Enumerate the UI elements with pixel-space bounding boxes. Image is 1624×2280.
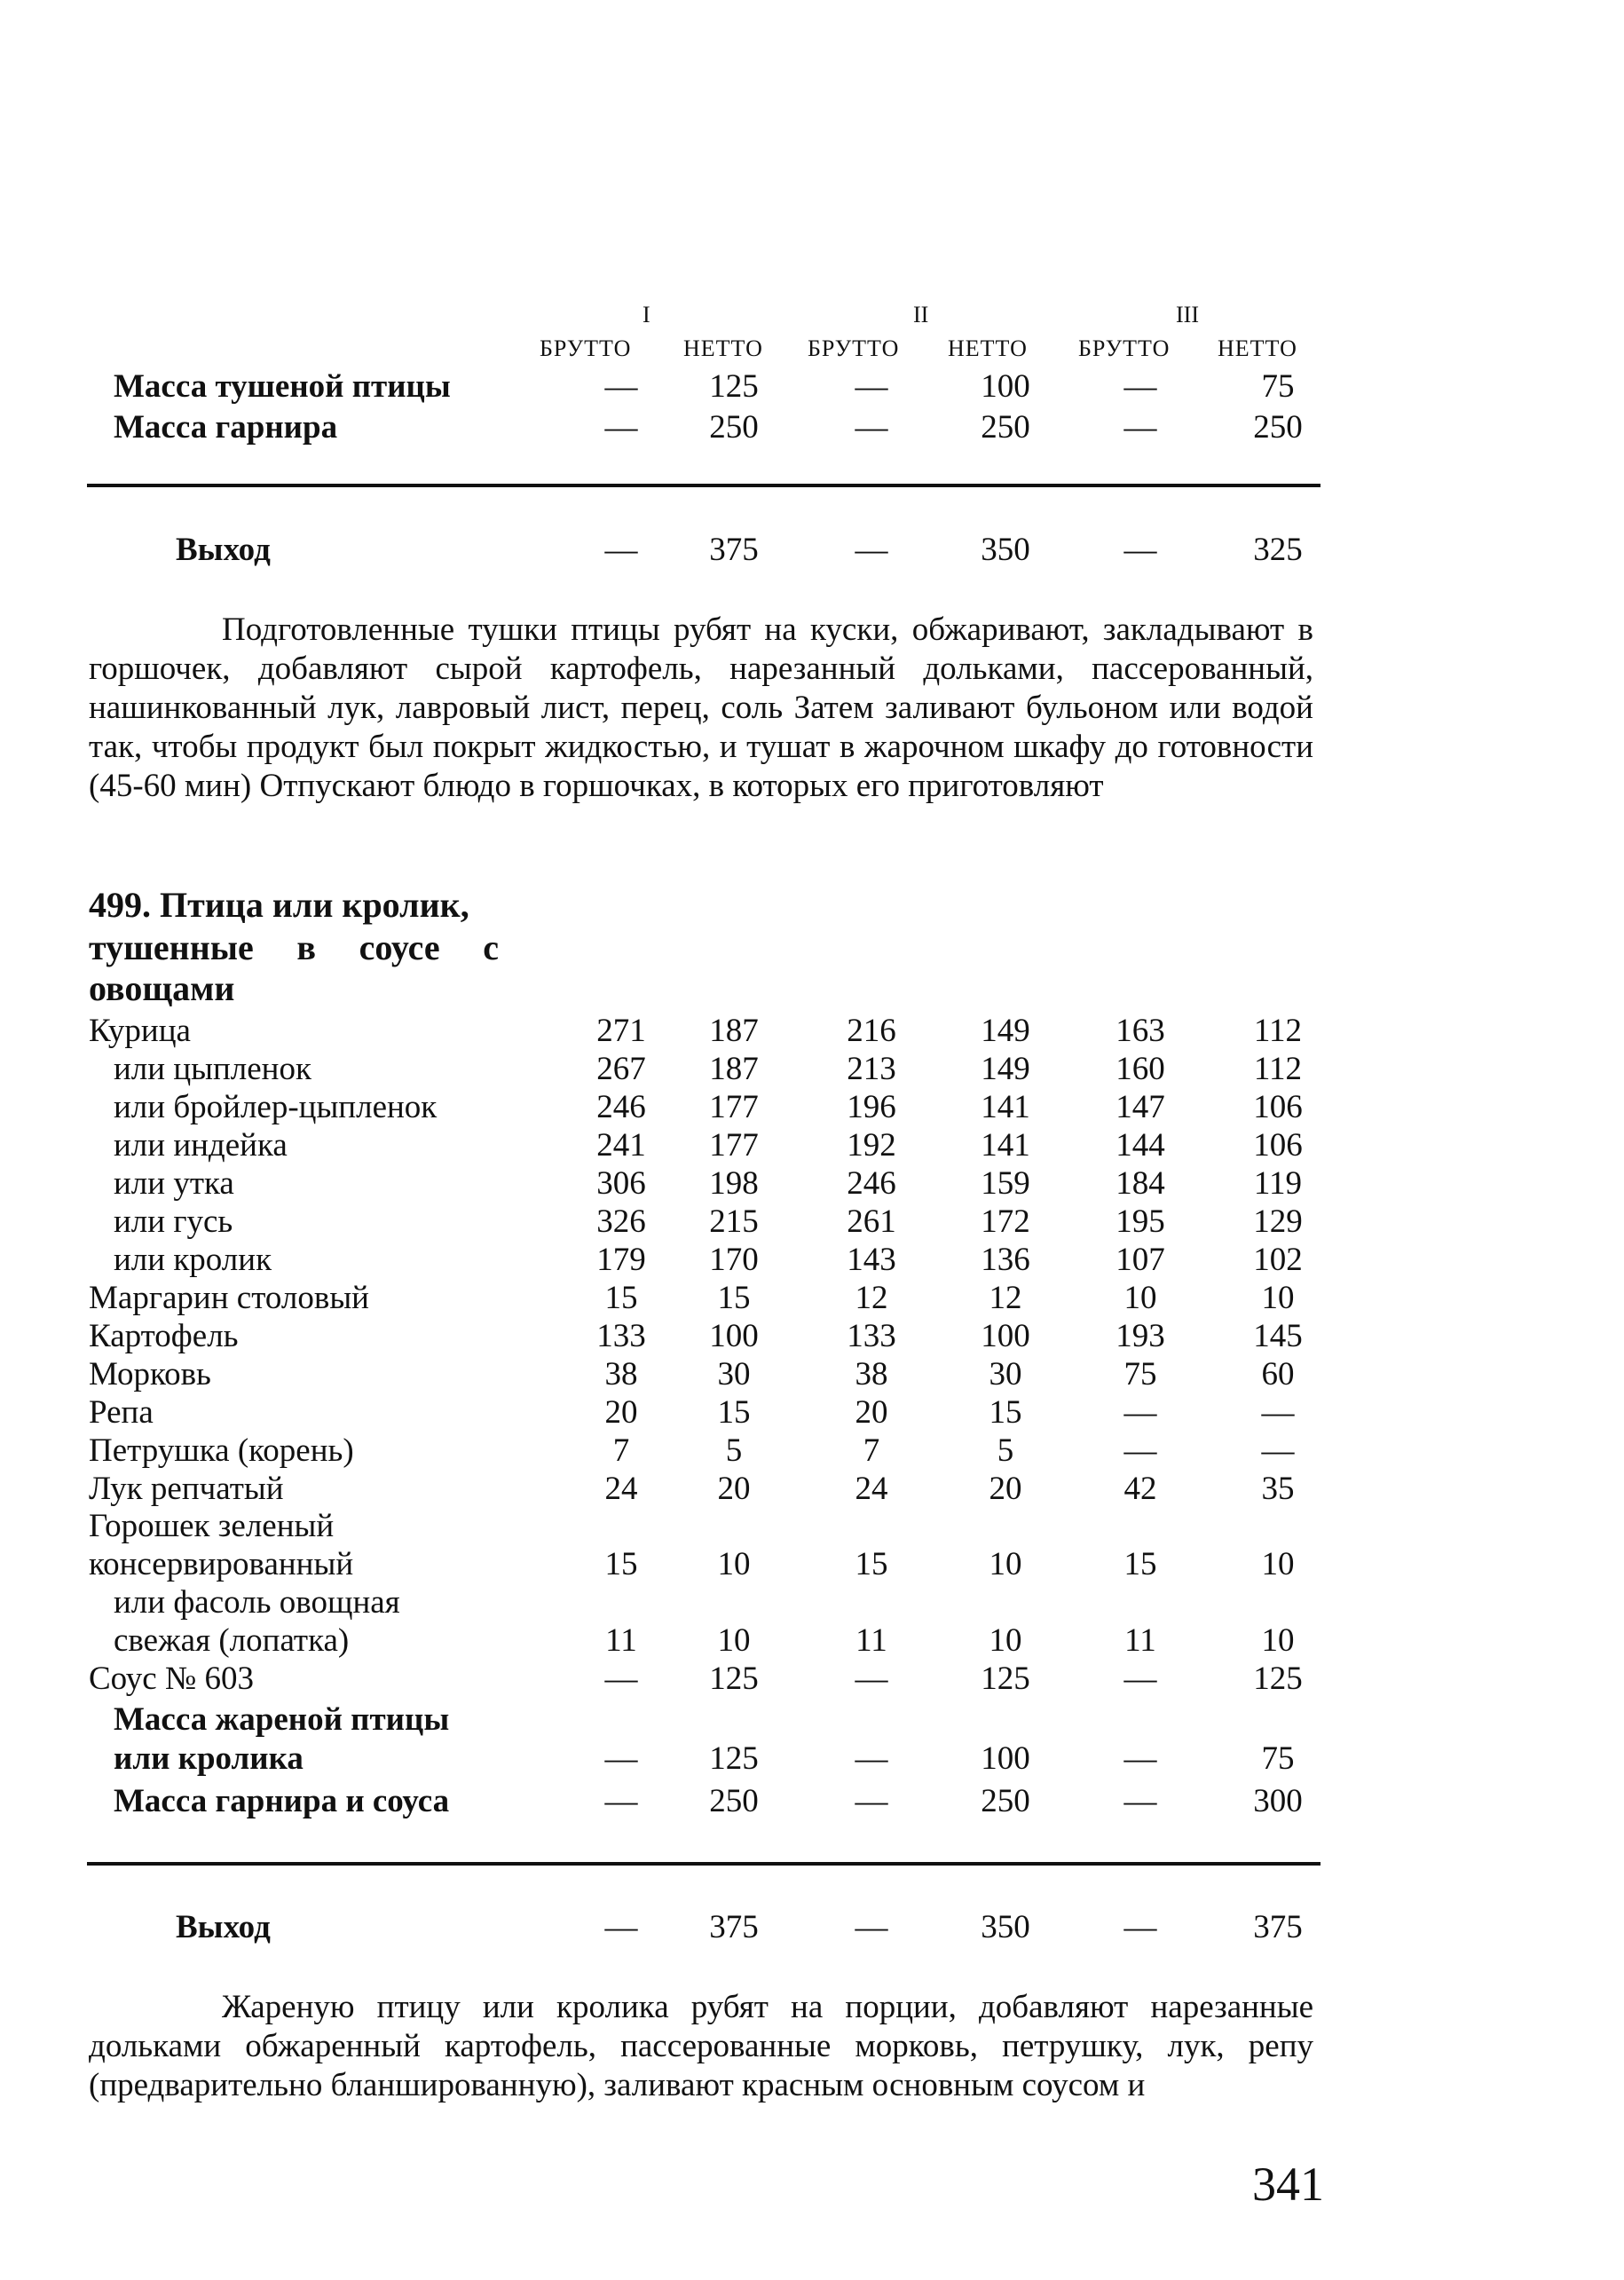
cell: 198 [709,1165,759,1202]
cell: 38 [855,1356,888,1392]
cell: 15 [1123,1546,1157,1582]
cell: 20 [717,1471,751,1507]
cell: — [855,1740,888,1777]
cell: — [855,368,888,405]
cell: 119 [1253,1165,1303,1202]
cell: 250 [709,409,759,446]
cell: 11 [855,1622,887,1659]
group-label-1: I [643,302,650,327]
cell: 375 [1253,1909,1303,1945]
cell: 241 [596,1127,646,1164]
ingredient-label: или фасоль овощная [114,1584,400,1621]
cell: 106 [1253,1127,1303,1164]
paragraph-1: Подготовленные тушки птицы рубят на куски, обжаривают, закладывают в горшочек, добавляют сырой картофель, нарезанный дольками, пассерованный, нашинкованный лук, лавровый лист, перец, соль Затем заливают бульоном или водой так, чтобы продукт был покрыт жидкостью, и тушат в жарочном шкафу до готовности (45-60 мин) Отпускают блюдо в горшочках, в которых его приготовляют [89,611,1313,804]
ingredient-label: свежая (лопатка) [114,1622,350,1659]
ingredient-label: Петрушка (корень) [89,1432,354,1469]
cell: 20 [855,1394,888,1431]
ingredient-label: или кролик [114,1242,272,1278]
cell: — [855,1783,888,1819]
ingredient-label: или гусь [114,1203,233,1240]
fried-mass-label: Масса жареной птицы [114,1701,450,1738]
cell: 187 [709,1013,759,1049]
ingredient-label: Маргарин столовый [89,1280,369,1316]
cell: 271 [596,1013,646,1049]
cell: 20 [989,1471,1022,1507]
group-label-3: III [1176,302,1199,327]
cell: 75 [1261,1740,1295,1777]
cell: 326 [596,1203,646,1240]
cell: 7 [612,1432,630,1469]
cell: 10 [1261,1546,1295,1582]
cell: 250 [1253,409,1303,446]
cell: 141 [981,1089,1030,1125]
col-header-netto-3: НЕТТО [1218,335,1297,361]
cell: 5 [997,1432,1014,1469]
cell: 160 [1116,1051,1165,1087]
cell: 125 [709,1661,759,1697]
col-header-brutto-2: БРУТТО [808,335,900,361]
recipe-title-line-3: овощами [89,968,235,1008]
cell: 42 [1123,1471,1157,1507]
cell: 163 [1116,1013,1165,1049]
cell: 143 [847,1242,896,1278]
cell: 133 [596,1318,646,1354]
cell: 261 [847,1203,896,1240]
cell: 125 [1253,1661,1303,1697]
paragraph-2: Жареную птицу или кролика рубят на порции, добавляют нарезанные дольками обжаренный картофель, пассерованные морковь, петрушку, лук, репу (предварительно бланшированную), заливают красным основным соусом и [89,1989,1313,2103]
cell: 15 [604,1546,638,1582]
cell: 11 [1124,1622,1156,1659]
cell: 112 [1253,1013,1303,1049]
cell: 213 [847,1051,896,1087]
cell: 100 [981,368,1030,405]
cell: 75 [1261,368,1295,405]
fried-mass-label: или кролика [114,1740,304,1777]
cell: 149 [981,1051,1030,1087]
cell: 5 [725,1432,743,1469]
cell: — [1123,532,1157,568]
cell: 177 [709,1127,759,1164]
cell: — [1123,1432,1157,1469]
cell: 300 [1253,1783,1303,1819]
cell: 215 [709,1203,759,1240]
table-rule [87,484,1320,487]
cell: — [1123,1909,1157,1945]
cell: 141 [981,1127,1030,1164]
col-header-netto-2: НЕТТО [948,335,1028,361]
cell: — [604,1740,638,1777]
cell: 75 [1123,1356,1157,1392]
cell: — [855,1661,888,1697]
ingredient-label: или утка [114,1165,234,1202]
cell: 250 [709,1783,759,1819]
cell: 144 [1116,1127,1165,1164]
cell: — [1261,1432,1295,1469]
cell: — [855,409,888,446]
cell: 10 [717,1546,751,1582]
cell: 100 [981,1318,1030,1354]
cell: 246 [847,1165,896,1202]
ingredient-label: или цыпленок [114,1051,311,1087]
cell: 24 [604,1471,638,1507]
cell: 177 [709,1089,759,1125]
cell: 250 [981,1783,1030,1819]
cell: 170 [709,1242,759,1278]
cell: 125 [709,1740,759,1777]
cell: — [1123,1740,1157,1777]
cell: 246 [596,1089,646,1125]
cell: 15 [717,1280,751,1316]
recipe-title-line-1: 499. Птица или кролик, [89,885,469,925]
col-header-brutto-1: БРУТТО [540,335,632,361]
ingredient-label: консервированный [89,1546,354,1582]
cell: 149 [981,1013,1030,1049]
cell: 12 [855,1280,888,1316]
page-number: 341 [1252,2158,1324,2211]
cell: 11 [605,1622,637,1659]
yield-label: Выход [176,532,271,568]
cell: — [604,368,638,405]
cell: 10 [989,1622,1022,1659]
cell: 60 [1261,1356,1295,1392]
recipe-title-line-2: тушенные в соусе с [89,927,499,967]
cell: 125 [709,368,759,405]
cell: 15 [604,1280,638,1316]
cell: 192 [847,1127,896,1164]
ingredient-label: Лук репчатый [89,1471,284,1507]
cell: 10 [1261,1622,1295,1659]
ingredient-label: или индейка [114,1127,288,1164]
cell: 145 [1253,1318,1303,1354]
cell: 147 [1116,1089,1165,1125]
cell: 125 [981,1661,1030,1697]
cell: 350 [981,1909,1030,1945]
cell: — [855,532,888,568]
cell: — [855,1909,888,1945]
cell: — [604,409,638,446]
cell: 15 [717,1394,751,1431]
garnish-mass-label: Масса гарнира и соуса [114,1783,450,1819]
cell: 15 [855,1546,888,1582]
cell: 10 [1261,1280,1295,1316]
ingredient-label: Соус № 603 [89,1661,254,1697]
ingredient-label: Морковь [89,1356,211,1392]
cell: 129 [1253,1203,1303,1240]
cell: 179 [596,1242,646,1278]
cell: 10 [1123,1280,1157,1316]
cell: 15 [989,1394,1022,1431]
cell: 30 [989,1356,1022,1392]
cell: 24 [855,1471,888,1507]
cell: 133 [847,1318,896,1354]
cell: — [1123,1394,1157,1431]
cell: 100 [709,1318,759,1354]
cell: 306 [596,1165,646,1202]
cell: 112 [1253,1051,1303,1087]
cell: — [1123,368,1157,405]
cell: 35 [1261,1471,1295,1507]
cell: 375 [709,1909,759,1945]
cell: — [1123,1783,1157,1819]
cell: 100 [981,1740,1030,1777]
cell: — [604,1909,638,1945]
yield-label: Выход [176,1909,271,1945]
cell: 20 [604,1394,638,1431]
cell: 184 [1116,1165,1165,1202]
cell: 187 [709,1051,759,1087]
cell: — [604,1661,638,1697]
cell: — [1261,1394,1295,1431]
ingredient-label: Горошек зеленый [89,1508,335,1544]
ingredient-label: или бройлер-цыпленок [114,1089,438,1125]
cell: 10 [717,1622,751,1659]
ingredient-label: Курица [89,1013,191,1049]
cell: 12 [989,1280,1022,1316]
cell: 10 [989,1546,1022,1582]
cell: 267 [596,1051,646,1087]
cell: 250 [981,409,1030,446]
cell: 107 [1116,1242,1165,1278]
cell: 216 [847,1013,896,1049]
cell: 325 [1253,532,1303,568]
cell: 159 [981,1165,1030,1202]
ingredient-label: Картофель [89,1318,239,1354]
col-header-brutto-3: БРУТТО [1078,335,1171,361]
cell: 195 [1116,1203,1165,1240]
cell: — [604,1783,638,1819]
cell: — [604,532,638,568]
cell: — [1123,409,1157,446]
cell: 38 [604,1356,638,1392]
row-label: Масса тушеной птицы [114,368,451,405]
group-label-2: II [913,302,929,327]
cell: — [1123,1661,1157,1697]
row-label: Масса гарнира [114,409,338,446]
cell: 196 [847,1089,896,1125]
cell: 193 [1116,1318,1165,1354]
cell: 172 [981,1203,1030,1240]
cell: 136 [981,1242,1030,1278]
cell: 30 [717,1356,751,1392]
table-rule [87,1862,1320,1866]
cell: 106 [1253,1089,1303,1125]
col-header-netto-1: НЕТТО [683,335,763,361]
cell: 350 [981,532,1030,568]
ingredient-label: Репа [89,1394,154,1431]
cell: 375 [709,532,759,568]
cell: 102 [1253,1242,1303,1278]
cell: 7 [863,1432,880,1469]
